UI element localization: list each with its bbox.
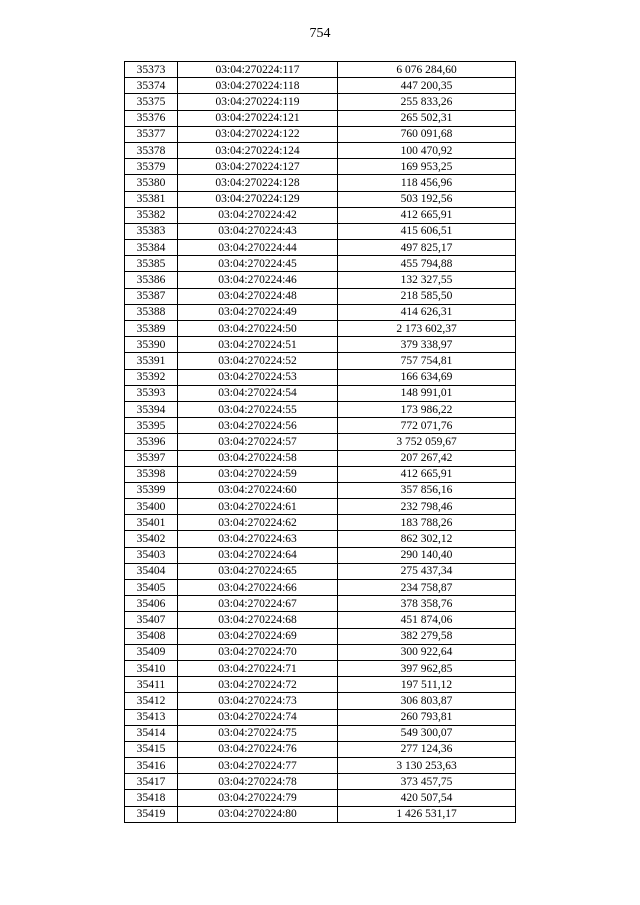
cadastral-value-cell: 6 076 284,60	[338, 62, 516, 78]
cadastral-value-cell: 3 130 253,63	[338, 758, 516, 774]
row-number-cell: 35407	[125, 612, 178, 628]
table-row	[125, 531, 516, 547]
table-row	[125, 401, 516, 417]
cadastral-value-cell: 414 626,31	[338, 304, 516, 320]
cadastral-number-cell: 03:04:270224:42	[178, 207, 338, 223]
cadastral-number-cell: 03:04:270224:52	[178, 353, 338, 369]
cadastral-value-cell: 218 585,50	[338, 288, 516, 304]
row-number-cell: 35401	[125, 515, 178, 531]
cadastral-value-cell: 148 991,01	[338, 385, 516, 401]
cadastral-number-cell: 03:04:270224:60	[178, 482, 338, 498]
table-row	[125, 725, 516, 741]
cadastral-value-cell: 373 457,75	[338, 774, 516, 790]
cadastral-number-cell: 03:04:270224:70	[178, 644, 338, 660]
cadastral-number-cell: 03:04:270224:119	[178, 94, 338, 110]
row-number-cell: 35398	[125, 466, 178, 482]
table-row	[125, 369, 516, 385]
cadastral-value-cell: 306 803,87	[338, 693, 516, 709]
cadastral-value-cell: 275 437,34	[338, 563, 516, 579]
cadastral-value-cell: 234 758,87	[338, 580, 516, 596]
table-row	[125, 62, 516, 78]
cadastral-number-cell: 03:04:270224:79	[178, 790, 338, 806]
cadastral-number-cell: 03:04:270224:117	[178, 62, 338, 78]
row-number-cell: 35408	[125, 628, 178, 644]
cadastral-value-cell: 412 665,91	[338, 466, 516, 482]
cadastral-value-cell: 397 962,85	[338, 660, 516, 676]
table-row	[125, 774, 516, 790]
cadastral-number-cell: 03:04:270224:45	[178, 256, 338, 272]
cadastral-number-cell: 03:04:270224:61	[178, 499, 338, 515]
cadastral-number-cell: 03:04:270224:72	[178, 677, 338, 693]
row-number-cell: 35392	[125, 369, 178, 385]
table-row	[125, 94, 516, 110]
table-row	[125, 709, 516, 725]
cadastral-value-cell: 197 511,12	[338, 677, 516, 693]
table-body	[125, 62, 516, 823]
cadastral-number-cell: 03:04:270224:67	[178, 596, 338, 612]
row-number-cell: 35410	[125, 660, 178, 676]
cadastral-number-cell: 03:04:270224:128	[178, 175, 338, 191]
cadastral-value-cell: 382 279,58	[338, 628, 516, 644]
row-number-cell: 35397	[125, 450, 178, 466]
cadastral-number-cell: 03:04:270224:65	[178, 563, 338, 579]
row-number-cell: 35385	[125, 256, 178, 272]
table-row	[125, 741, 516, 757]
cadastral-number-cell: 03:04:270224:62	[178, 515, 338, 531]
cadastral-value-cell: 447 200,35	[338, 78, 516, 94]
row-number-cell: 35393	[125, 385, 178, 401]
row-number-cell: 35394	[125, 401, 178, 417]
table-row	[125, 580, 516, 596]
row-number-cell: 35402	[125, 531, 178, 547]
cadastral-value-table	[124, 61, 516, 823]
table-row	[125, 110, 516, 126]
table-row	[125, 758, 516, 774]
row-number-cell: 35419	[125, 806, 178, 822]
table-row	[125, 677, 516, 693]
cadastral-value-cell: 3 752 059,67	[338, 434, 516, 450]
cadastral-value-cell: 255 833,26	[338, 94, 516, 110]
row-number-cell: 35382	[125, 207, 178, 223]
cadastral-value-cell: 300 922,64	[338, 644, 516, 660]
table-row	[125, 385, 516, 401]
cadastral-number-cell: 03:04:270224:50	[178, 321, 338, 337]
table-row	[125, 515, 516, 531]
cadastral-value-cell: 378 358,76	[338, 596, 516, 612]
table-row	[125, 499, 516, 515]
table-row	[125, 563, 516, 579]
row-number-cell: 35389	[125, 321, 178, 337]
table-row	[125, 482, 516, 498]
cadastral-number-cell: 03:04:270224:58	[178, 450, 338, 466]
table-row	[125, 126, 516, 142]
cadastral-value-cell: 260 793,81	[338, 709, 516, 725]
row-number-cell: 35374	[125, 78, 178, 94]
row-number-cell: 35380	[125, 175, 178, 191]
row-number-cell: 35411	[125, 677, 178, 693]
table-row	[125, 175, 516, 191]
row-number-cell: 35373	[125, 62, 178, 78]
cadastral-number-cell: 03:04:270224:129	[178, 191, 338, 207]
table-row	[125, 353, 516, 369]
page-number: 754	[309, 26, 331, 41]
table-row	[125, 159, 516, 175]
row-number-cell: 35399	[125, 482, 178, 498]
cadastral-number-cell: 03:04:270224:63	[178, 531, 338, 547]
cadastral-number-cell: 03:04:270224:118	[178, 78, 338, 94]
cadastral-number-cell: 03:04:270224:124	[178, 142, 338, 158]
cadastral-value-cell: 265 502,31	[338, 110, 516, 126]
row-number-cell: 35415	[125, 741, 178, 757]
cadastral-number-cell: 03:04:270224:64	[178, 547, 338, 563]
row-number-cell: 35405	[125, 580, 178, 596]
table-row	[125, 418, 516, 434]
table-row	[125, 660, 516, 676]
cadastral-number-cell: 03:04:270224:59	[178, 466, 338, 482]
row-number-cell: 35418	[125, 790, 178, 806]
cadastral-number-cell: 03:04:270224:127	[178, 159, 338, 175]
table-row	[125, 337, 516, 353]
row-number-cell: 35381	[125, 191, 178, 207]
table-row	[125, 142, 516, 158]
row-number-cell: 35406	[125, 596, 178, 612]
table-row	[125, 547, 516, 563]
cadastral-number-cell: 03:04:270224:66	[178, 580, 338, 596]
table-row	[125, 78, 516, 94]
cadastral-value-cell: 118 456,96	[338, 175, 516, 191]
row-number-cell: 35384	[125, 240, 178, 256]
cadastral-value-cell: 277 124,36	[338, 741, 516, 757]
cadastral-number-cell: 03:04:270224:80	[178, 806, 338, 822]
row-number-cell: 35376	[125, 110, 178, 126]
cadastral-value-cell: 549 300,07	[338, 725, 516, 741]
row-number-cell: 35383	[125, 223, 178, 239]
cadastral-value-cell: 757 754,81	[338, 353, 516, 369]
cadastral-value-cell: 451 874,06	[338, 612, 516, 628]
cadastral-value-cell: 290 140,40	[338, 547, 516, 563]
table-row	[125, 612, 516, 628]
cadastral-number-cell: 03:04:270224:54	[178, 385, 338, 401]
cadastral-value-cell: 357 856,16	[338, 482, 516, 498]
cadastral-number-cell: 03:04:270224:73	[178, 693, 338, 709]
table-row	[125, 207, 516, 223]
cadastral-number-cell: 03:04:270224:44	[178, 240, 338, 256]
row-number-cell: 35412	[125, 693, 178, 709]
cadastral-value-cell: 166 634,69	[338, 369, 516, 385]
cadastral-value-cell: 412 665,91	[338, 207, 516, 223]
cadastral-value-cell: 760 091,68	[338, 126, 516, 142]
cadastral-number-cell: 03:04:270224:43	[178, 223, 338, 239]
cadastral-value-cell: 2 173 602,37	[338, 321, 516, 337]
cadastral-value-cell: 207 267,42	[338, 450, 516, 466]
table-row	[125, 693, 516, 709]
cadastral-number-cell: 03:04:270224:71	[178, 660, 338, 676]
row-number-cell: 35379	[125, 159, 178, 175]
cadastral-number-cell: 03:04:270224:68	[178, 612, 338, 628]
row-number-cell: 35388	[125, 304, 178, 320]
table-row	[125, 644, 516, 660]
row-number-cell: 35414	[125, 725, 178, 741]
table-row	[125, 806, 516, 822]
cadastral-number-cell: 03:04:270224:56	[178, 418, 338, 434]
table-row	[125, 272, 516, 288]
table-row	[125, 628, 516, 644]
cadastral-value-cell: 100 470,92	[338, 142, 516, 158]
table-row	[125, 191, 516, 207]
row-number-cell: 35390	[125, 337, 178, 353]
row-number-cell: 35377	[125, 126, 178, 142]
cadastral-number-cell: 03:04:270224:77	[178, 758, 338, 774]
cadastral-number-cell: 03:04:270224:57	[178, 434, 338, 450]
cadastral-value-cell: 503 192,56	[338, 191, 516, 207]
row-number-cell: 35378	[125, 142, 178, 158]
cadastral-number-cell: 03:04:270224:74	[178, 709, 338, 725]
row-number-cell: 35387	[125, 288, 178, 304]
table-row	[125, 434, 516, 450]
cadastral-value-cell: 132 327,55	[338, 272, 516, 288]
cadastral-value-cell: 497 825,17	[338, 240, 516, 256]
cadastral-value-cell: 455 794,88	[338, 256, 516, 272]
cadastral-value-cell: 772 071,76	[338, 418, 516, 434]
cadastral-value-cell: 1 426 531,17	[338, 806, 516, 822]
cadastral-number-cell: 03:04:270224:75	[178, 725, 338, 741]
row-number-cell: 35413	[125, 709, 178, 725]
cadastral-number-cell: 03:04:270224:122	[178, 126, 338, 142]
table-row	[125, 790, 516, 806]
cadastral-value-cell: 169 953,25	[338, 159, 516, 175]
row-number-cell: 35404	[125, 563, 178, 579]
cadastral-value-cell: 183 788,26	[338, 515, 516, 531]
row-number-cell: 35403	[125, 547, 178, 563]
table-row	[125, 596, 516, 612]
row-number-cell: 35416	[125, 758, 178, 774]
table-row	[125, 256, 516, 272]
table-row	[125, 466, 516, 482]
table-row	[125, 321, 516, 337]
table-row	[125, 288, 516, 304]
row-number-cell: 35417	[125, 774, 178, 790]
cadastral-number-cell: 03:04:270224:48	[178, 288, 338, 304]
cadastral-value-cell: 232 798,46	[338, 499, 516, 515]
table-row	[125, 223, 516, 239]
table-row	[125, 240, 516, 256]
cadastral-number-cell: 03:04:270224:46	[178, 272, 338, 288]
row-number-cell: 35386	[125, 272, 178, 288]
cadastral-value-cell: 415 606,51	[338, 223, 516, 239]
cadastral-value-cell: 173 986,22	[338, 401, 516, 417]
cadastral-number-cell: 03:04:270224:78	[178, 774, 338, 790]
cadastral-number-cell: 03:04:270224:49	[178, 304, 338, 320]
cadastral-number-cell: 03:04:270224:51	[178, 337, 338, 353]
row-number-cell: 35375	[125, 94, 178, 110]
cadastral-number-cell: 03:04:270224:53	[178, 369, 338, 385]
cadastral-value-cell: 379 338,97	[338, 337, 516, 353]
row-number-cell: 35396	[125, 434, 178, 450]
cadastral-number-cell: 03:04:270224:55	[178, 401, 338, 417]
row-number-cell: 35395	[125, 418, 178, 434]
row-number-cell: 35391	[125, 353, 178, 369]
cadastral-value-cell: 862 302,12	[338, 531, 516, 547]
table-row	[125, 304, 516, 320]
cadastral-number-cell: 03:04:270224:76	[178, 741, 338, 757]
table-row	[125, 450, 516, 466]
cadastral-number-cell: 03:04:270224:69	[178, 628, 338, 644]
row-number-cell: 35400	[125, 499, 178, 515]
cadastral-number-cell: 03:04:270224:121	[178, 110, 338, 126]
cadastral-value-cell: 420 507,54	[338, 790, 516, 806]
row-number-cell: 35409	[125, 644, 178, 660]
